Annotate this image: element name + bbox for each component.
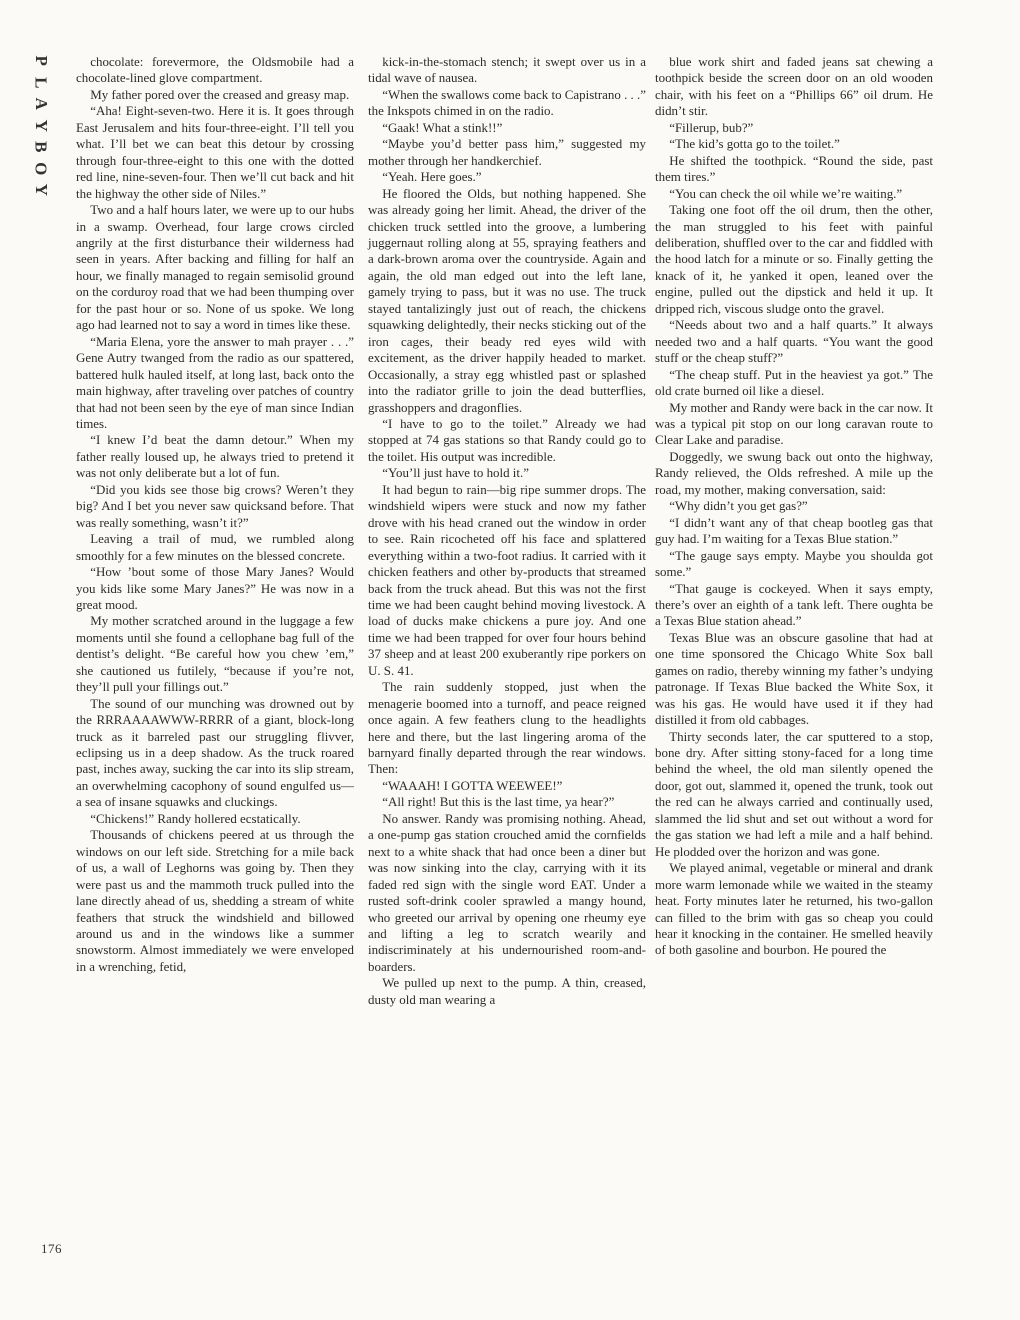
body-paragraph: blue work shirt and faded jeans sat chewing a toothpick beside the screen door on an old wooden chair, with his feet on a “Phillips 66” oil drum. He didn’t stir. xyxy=(655,54,933,119)
body-paragraph: He floored the Olds, but nothing happened. She was already going her limit. Ahead, the driver of the chicken truck settled into the groove, a lumbering juggernaut rolling along at 55, spraying feathers and a dark-brown aroma over the countryside. Again and again, the old man edged out into the left lane, gamely trying to pass, but it was no use. The truck stayed tantalizingly just out of reach, the chickens squawking delightedly, their necks sticking out of the iron cages, their beady red eyes wild with excitement, as the driver happily headed to market. Occasionally, a stray egg whistled past or splashed into the radiator grille to join the dead butterflies, grasshoppers and dragonflies. xyxy=(368,185,646,415)
body-paragraph: “I have to go to the toilet.” Already we had stopped at 74 gas stations so that Randy could go to the toilet. His output was incredible. xyxy=(368,415,646,464)
body-paragraph: “I didn’t want any of that cheap bootleg gas that guy had. I’m waiting for a Texas Blue station.” xyxy=(655,514,933,547)
masthead-letter: Y xyxy=(31,183,51,196)
body-paragraph: We pulled up next to the pump. A thin, creased, dusty old man wearing a xyxy=(368,975,646,1007)
body-paragraph: “Fillerup, bub?” xyxy=(669,119,754,135)
text-column-1 xyxy=(76,54,354,975)
body-paragraph: Texas Blue was an obscure gasoline that had at one time sponsored the Chicago White Sox ball games on radio, thereby winning my father’s undying patronage. If Texas Blue backed the White Sox, it was his gas. He would have used it if they had distilled it from old cabbages. xyxy=(655,629,933,728)
body-paragraph: chocolate: forevermore, the Oldsmobile had a chocolate-lined glove compartment. xyxy=(76,54,354,86)
text-column-3 xyxy=(655,54,933,959)
body-paragraph: “Did you kids see those big crows? Weren’t they big? And I bet you never saw quicksand before. That was really something, wasn’t it?” xyxy=(76,481,354,530)
body-paragraph: My father pored over the creased and greasy map. xyxy=(90,86,350,102)
body-paragraph: Doggedly, we swung back out onto the highway, Randy relieved, the Olds refreshed. A mile up the road, my mother, making conversation, said: xyxy=(655,448,933,497)
body-paragraph: He shifted the toothpick. “Round the side, past them tires.” xyxy=(655,152,933,185)
body-paragraph: “Yeah. Here goes.” xyxy=(382,169,482,185)
body-paragraph: The rain suddenly stopped, just when the menagerie boomed into a turnoff, and peace reigned once again. A few feathers clung to the headlights here and there, but the last lingering aroma of the barnyard finally departed through the rear windows. Then: xyxy=(368,679,646,777)
body-paragraph: Taking one foot off the oil drum, then the other, the man struggled to his feet with painful deliberation, shuffled over to the car and fiddled with the hood latch for a minute or so. Finally getting the knack of it, he yanked it open, leaned over the engine, pulled out the dipstick and held it up. It dripped rich, viscous sludge onto the gravel. xyxy=(655,202,933,316)
masthead-letter: P xyxy=(31,55,51,66)
body-paragraph: “You can check the oil while we’re waiting.” xyxy=(669,185,903,201)
body-paragraph: “The gauge says empty. Maybe you shoulda got some.” xyxy=(655,547,933,580)
body-paragraph: The sound of our munching was drowned out by the RRRAAAAWWW-RRRR of a giant, block-long truck as it barreled past our struggling flivver, eclipsing us in a deep shadow. As the truck roared past, inches away, sucking the car into its slip stream, an overwhelming cacophony of sound engulfed us—a sea of insane squawks and cluckings. xyxy=(76,695,354,810)
text-column-2 xyxy=(368,54,646,1008)
body-paragraph: “Needs about two and a half quarts.” It always needed two and a half quarts. “You want the good stuff or the cheap stuff?” xyxy=(655,317,933,366)
body-paragraph: “WAAAH! I GOTTA WEEWEE!” xyxy=(382,777,563,793)
body-paragraph: It had begun to rain—big ripe summer drops. The windshield wipers were stuck and now my father drove with his head craned out the window in order to see. Rain ricocheted off his face and splattered everything within a two-foot radius. It carried with it chicken feathers and other by-products that streamed back from the truck ahead. But this was not the first time we had been caught behind moving livestock. A load of ducks make chickens a pure joy. And one time we had been trapped for over four hours behind 37 sheep and at least 200 exuberantly ripe porkers on U. S. 41. xyxy=(368,481,646,678)
body-paragraph: “Gaak! What a stink!!” xyxy=(382,119,503,135)
page-number: 176 xyxy=(41,1241,62,1256)
body-paragraph: “You’ll just have to hold it.” xyxy=(382,465,529,481)
body-paragraph: “Why didn’t you get gas?” xyxy=(669,498,808,514)
body-paragraph: We played animal, vegetable or mineral and drank more warm lemonade while we waited in the steamy heat. Forty minutes later he returned, his two-gallon can filled to the brim with gas so cheap you could hear it knocking in the container. He smelled heavily of both gasoline and bourbon. He poured the xyxy=(655,860,933,958)
masthead-letter: O xyxy=(31,161,51,175)
body-paragraph: “Chickens!” Randy hollered ecstatically. xyxy=(90,810,301,826)
body-paragraph: “That gauge is cockeyed. When it says empty, there’s over an eighth of a tank left. There oughta be a Texas Blue station ahead.” xyxy=(655,580,933,629)
body-paragraph: “Maria Elena, yore the answer to mah prayer . . .” Gene Autry twanged from the radio as our spattered, battered hulk hauled itself, at long last, back onto the main highway, after traveling over patches of country that had not been seen by the eye of man since Indian times. xyxy=(76,333,354,431)
body-paragraph: “The cheap stuff. Put in the heaviest ya got.” The old crate burned oil like a diesel. xyxy=(655,366,933,399)
body-paragraph: Thirty seconds later, the car sputtered to a stop, bone dry. After sitting stony-faced for a long time behind the wheel, the old man silently opened the door, got out, slammed it, opened the trunk, took out the red can he always carried and continually used, slammed the lid shut and set out without a word for the gas station we had left a mile and a half behind. He plodded over the horizon and was gone. xyxy=(655,728,933,859)
body-paragraph: “The kid’s gotta go to the toilet.” xyxy=(669,136,840,152)
masthead-letter: A xyxy=(31,97,51,110)
masthead-letter: B xyxy=(31,141,51,153)
masthead-letter: L xyxy=(31,76,51,88)
magazine-masthead xyxy=(30,50,52,201)
body-paragraph: kick-in-the-stomach stench; it swept over us in a tidal wave of nausea. xyxy=(368,54,646,86)
body-paragraph: My mother and Randy were back in the car now. It was a typical pit stop on our long caravan route to Clear Lake and paradise. xyxy=(655,399,933,448)
body-paragraph: “Maybe you’d better pass him,” suggested my mother through her handkerchief. xyxy=(368,136,646,168)
body-paragraph: My mother scratched around in the luggage a few moments until she found a cellophane bag full of the dentist’s delight. “Be careful how you chew ’em,” she cautioned us futilely, “because if you’re not, they’ll pull your fillings out.” xyxy=(76,613,354,695)
body-paragraph: Thousands of chickens peered at us through the windows on our left side. Stretching for a mile back of us, a wall of Leghorns was going by. Then they were past us and the mammoth truck pulled into the lane directly ahead of us, shedding a stream of white feathers that struck the windshield and billowed around us and in the windows like a summer snowstorm. Almost immediately we were enveloped in a wrenching, fetid, xyxy=(76,827,354,974)
body-paragraph: “All right! But this is the last time, ya hear?” xyxy=(382,794,615,810)
body-paragraph: “How ’bout some of those Mary Janes? Would you kids like some Mary Janes?” He was now in a great mood. xyxy=(76,564,354,612)
body-paragraph: “Aha! Eight-seven-two. Here it is. It goes through East Jerusalem and hits four-three-eight. I’ll tell you what. I’ll bet we can beat this detour by crossing through four-three-eight to this one with the dotted red line, nine-seven-four. Then we’ll cut back and hit the highway the other side of Niles.” xyxy=(76,103,354,201)
body-paragraph: No answer. Randy was promising nothing. Ahead, a one-pump gas station crouched amid the cornfields next to a white shack that had once been a diner but was now sinking into the clay, carrying with it its faded red sign with the single word EAT. Under a rusted soft-drink cooler sprawled a mangy hound, who greeted our arrival by opening one rheumy eye and lifting a leg to scratch wearily and indiscriminately at his undernourished room-and-boarders. xyxy=(368,810,646,974)
body-paragraph: Two and a half hours later, we were up to our hubs in a swamp. Overhead, four large crows circled angrily at the first disturbance their wilderness had seen in years. After backing and filling for half an hour, we finally managed to regain semisolid ground on the corduroy road that we had been thumping over for the past hour or so. None of us spoke. We long ago had learned not to say a word in times like these. xyxy=(76,202,354,333)
body-paragraph: “I knew I’d beat the damn detour.” When my father really loused up, he always tried to pretend it was not only deliberate but a lot of fun. xyxy=(76,432,354,481)
masthead-letter: Y xyxy=(31,119,51,132)
body-paragraph: “When the swallows come back to Capistrano . . .” the Inkspots chimed in on the radio. xyxy=(368,86,646,119)
body-paragraph: Leaving a trail of mud, we rumbled along smoothly for a few minutes on the blessed concrete. xyxy=(76,531,354,563)
